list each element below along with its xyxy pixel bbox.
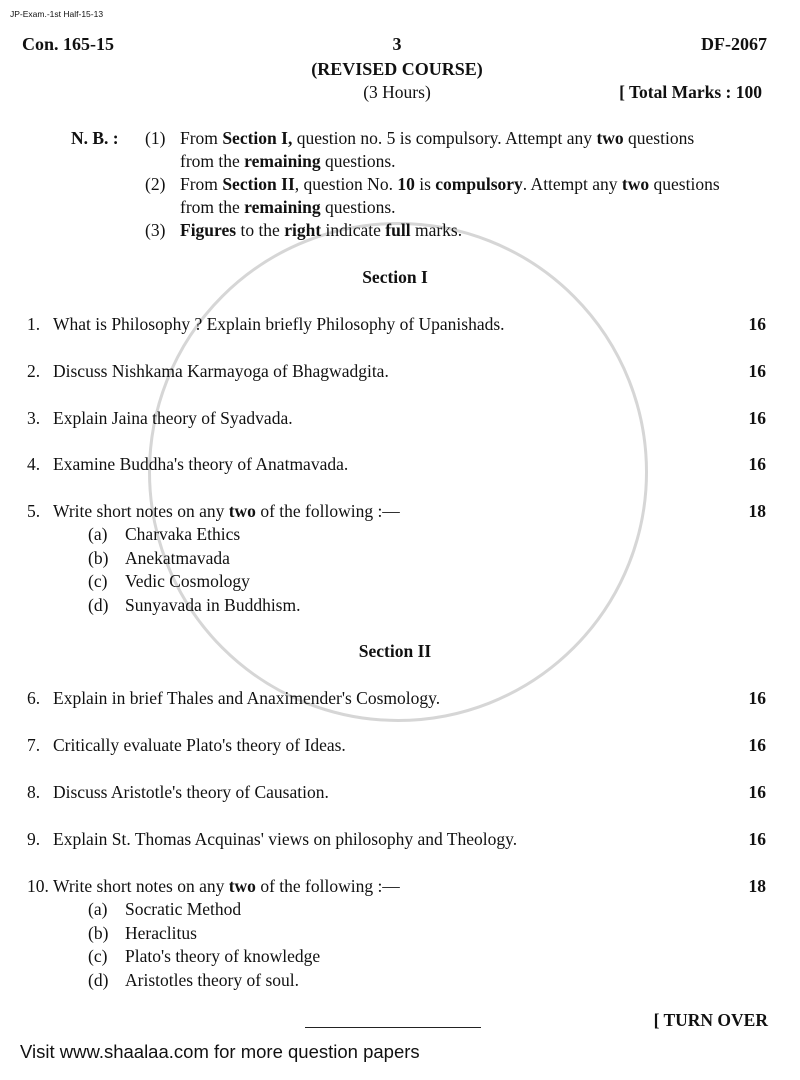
question-marks: 16	[748, 735, 766, 755]
question-marks: 18	[748, 501, 766, 521]
question-number: 5.	[27, 501, 41, 521]
sub-question-label: (a)	[88, 899, 108, 920]
note-text	[180, 197, 396, 217]
paper-code: Con. 165-15	[22, 34, 115, 54]
text-segment: to the	[236, 220, 285, 240]
sub-question-text: Socratic Method	[125, 899, 242, 920]
note-number: (3)	[145, 220, 166, 240]
sub-question-text: Heraclitus	[125, 922, 197, 943]
text-segment: . Attempt any	[522, 174, 622, 194]
question-text	[53, 782, 329, 802]
sub-question-label: (c)	[88, 571, 108, 592]
note-number: (1)	[145, 128, 166, 148]
turn-over: [ TURN OVER	[653, 1010, 768, 1030]
text-segment: Write short notes on any	[53, 876, 229, 896]
text-segment: from the	[180, 151, 245, 171]
text-segment: right	[284, 220, 322, 240]
question-marks: 16	[748, 829, 766, 849]
text-segment: of the following :—	[255, 501, 400, 521]
text-segment: From	[180, 174, 223, 194]
text-segment: questions.	[320, 197, 396, 217]
text-segment: Critically evaluate Plato's theory of Ideas.	[53, 735, 346, 755]
exam-code: JP-Exam.-1st Half-15-13	[10, 9, 104, 19]
sub-question-text: Charvaka Ethics	[125, 524, 241, 545]
text-segment: Figures	[180, 220, 237, 240]
text-segment: two	[621, 174, 650, 194]
text-segment: remaining	[244, 151, 321, 171]
question-text	[53, 501, 400, 521]
total-marks: [ Total Marks : 100	[619, 82, 762, 102]
page-number: 3	[392, 34, 402, 54]
text-segment: marks.	[410, 220, 463, 240]
question-number: 4.	[27, 454, 41, 474]
promo-link[interactable]: Visit www.shaalaa.com for more question papers	[20, 1041, 420, 1062]
sub-question-text: Aristotles theory of soul.	[125, 969, 300, 990]
sub-question-label: (d)	[88, 594, 109, 615]
section-title: Section II	[358, 641, 432, 661]
text-segment: questions	[623, 128, 695, 148]
question-text	[53, 876, 400, 896]
text-segment: compulsory	[435, 174, 523, 194]
text-segment: Write short notes on any	[53, 501, 229, 521]
question-number: 3.	[27, 408, 41, 428]
sub-question-label: (d)	[88, 969, 109, 990]
text-segment: of the following :—	[255, 876, 400, 896]
question-number: 7.	[27, 735, 41, 755]
text-segment: Explain in brief Thales and Anaximender's Cosmology.	[53, 688, 441, 708]
question-number: 10.	[27, 876, 49, 896]
text-segment: Section I,	[222, 128, 293, 148]
df-code: DF-2067	[701, 34, 767, 54]
question-marks: 16	[748, 688, 766, 708]
text-segment: Examine Buddha's theory of Anatmavada.	[53, 454, 349, 474]
text-segment: What is Philosophy ? Explain briefly Philosophy of Upanishads.	[53, 314, 505, 334]
sub-question-text: Vedic Cosmology	[125, 571, 250, 592]
text-segment: full	[385, 220, 411, 240]
text-segment: From	[180, 128, 223, 148]
question-text	[53, 688, 440, 708]
note-text	[180, 151, 396, 171]
sub-question-text: Sunyavada in Buddhism.	[125, 594, 301, 615]
question-number: 6.	[27, 688, 41, 708]
text-segment: from the	[180, 197, 245, 217]
note-number: (2)	[145, 174, 166, 194]
section-title: Section I	[362, 267, 428, 287]
question-marks: 16	[748, 454, 766, 474]
question-text	[53, 408, 293, 428]
note-text	[180, 174, 720, 194]
note-text	[180, 128, 694, 148]
text-segment: two	[228, 876, 256, 896]
text-segment: indicate	[321, 220, 386, 240]
text-segment: Discuss Nishkama Karmayoga of Bhagwadgita.	[53, 361, 389, 381]
sub-question-text: Plato's theory of knowledge	[125, 946, 321, 967]
text-segment: question no. 5 is compulsory. Attempt any	[292, 128, 597, 148]
text-segment: two	[228, 501, 256, 521]
sub-question-label: (a)	[88, 524, 108, 545]
end-rule	[305, 1027, 481, 1028]
question-text	[53, 361, 389, 381]
text-segment: Explain St. Thomas Acquinas' views on philosophy and Theology.	[53, 829, 518, 849]
text-segment: questions.	[320, 151, 396, 171]
duration: (3 Hours)	[363, 82, 431, 102]
question-marks: 16	[748, 782, 766, 802]
question-number: 8.	[27, 782, 41, 802]
sub-question-label: (b)	[88, 922, 109, 943]
question-number: 1.	[27, 314, 41, 334]
note-text	[180, 220, 462, 240]
text-segment: , question No.	[294, 174, 398, 194]
question-text	[53, 735, 346, 755]
text-segment: 10	[397, 174, 415, 194]
sub-question-label: (b)	[88, 547, 109, 568]
sub-question-label: (c)	[88, 946, 108, 967]
course-title: (REVISED COURSE)	[311, 59, 483, 79]
text-segment: Explain Jaina theory of Syadvada.	[53, 408, 293, 428]
sub-question-text: Anekatmavada	[125, 547, 230, 568]
text-segment: remaining	[244, 197, 321, 217]
question-text	[53, 454, 348, 474]
question-marks: 16	[748, 314, 766, 334]
question-text	[53, 314, 505, 334]
question-marks: 18	[748, 876, 766, 896]
question-text	[53, 829, 517, 849]
question-marks: 16	[748, 408, 766, 428]
text-segment: questions	[649, 174, 720, 194]
question-marks: 16	[748, 361, 766, 381]
text-segment: two	[596, 128, 624, 148]
text-segment: Section II	[222, 174, 295, 194]
text-segment: is	[414, 174, 436, 194]
nb-label: N. B. :	[71, 128, 119, 148]
text-segment: Discuss Aristotle's theory of Causation.	[53, 782, 329, 802]
question-number: 9.	[27, 829, 41, 849]
question-number: 2.	[27, 361, 41, 381]
